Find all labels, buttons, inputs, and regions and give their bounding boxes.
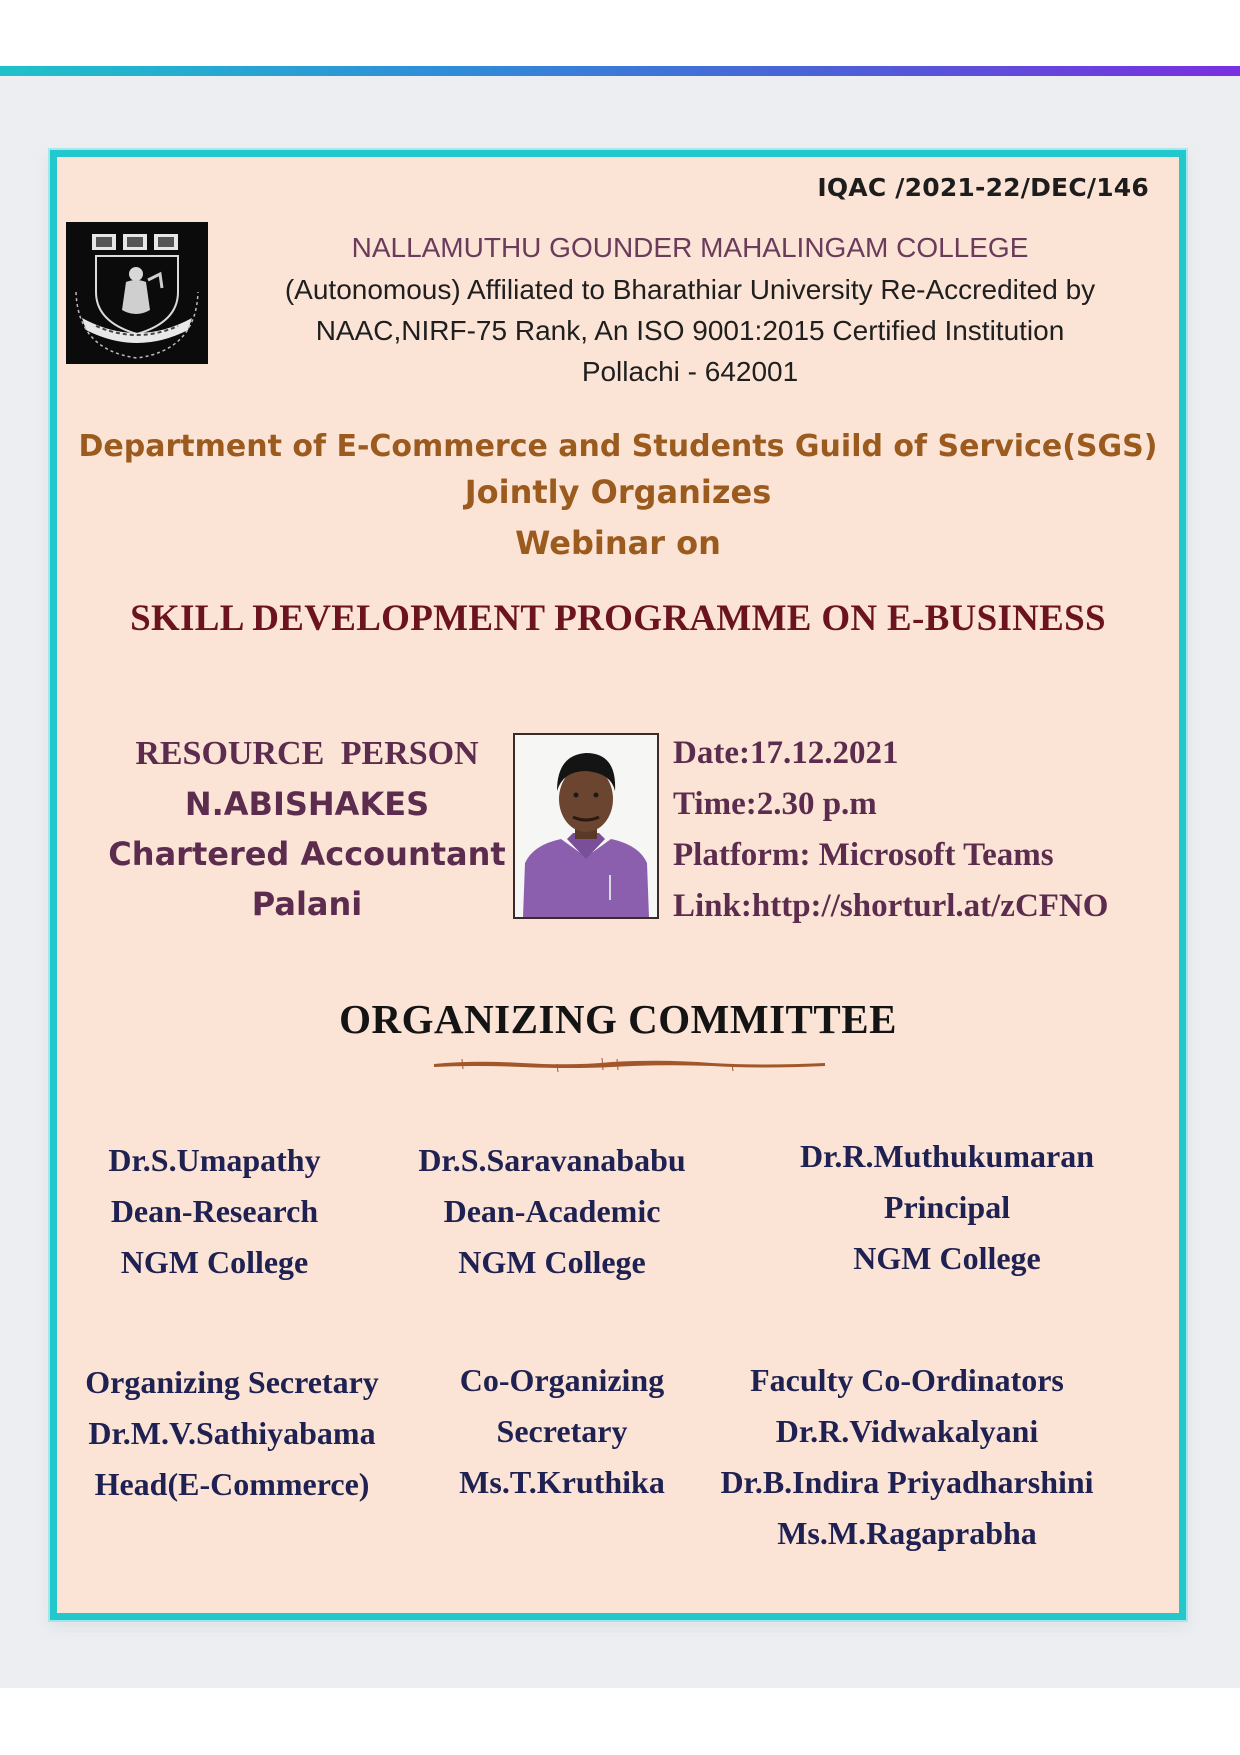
- member-name: Dr.S.Saravanababu: [418, 1142, 686, 1178]
- member-name: Dr.M.V.Sathiyabama: [88, 1415, 376, 1451]
- member-name: Ms.T.Kruthika: [459, 1464, 665, 1500]
- committee-role-label: Co-Organizing: [459, 1362, 665, 1398]
- resource-person-place: Palani: [251, 885, 363, 923]
- decorative-brush-divider: [432, 1055, 827, 1073]
- member-org: NGM College: [120, 1244, 309, 1280]
- member-role: Dean-Research: [110, 1193, 319, 1229]
- member-name: Dr.R.Muthukumaran: [800, 1138, 1094, 1174]
- member-role: Head(E-Commerce): [94, 1466, 370, 1502]
- event-title: SKILL DEVELOPMENT PROGRAMME ON E-BUSINESS: [130, 598, 1106, 639]
- event-time: Time:2.30 p.m: [673, 786, 877, 822]
- resource-person-name: N.ABISHAKES: [184, 785, 430, 823]
- organizing-secretary-block: [62, 1357, 402, 1510]
- event-link[interactable]: Link:http://shorturl.at/zCFNO: [673, 888, 1109, 924]
- speaker-photo: [513, 733, 659, 919]
- reference-number: IQAC /2021-22/DEC/146: [817, 173, 1149, 202]
- committee-role-label: Organizing Secretary: [85, 1364, 379, 1400]
- member-role: Principal: [883, 1189, 1011, 1225]
- college-location: Pollachi - 642001: [581, 356, 799, 387]
- webinar-poster: [50, 150, 1186, 1620]
- member-name: Dr.S.Umapathy: [108, 1142, 321, 1178]
- committee-member: [747, 1131, 1147, 1284]
- organizing-department: Department of E-Commerce and Students Guild of Service(SGS): [78, 429, 1158, 464]
- college-name: NALLAMUTHU GOUNDER MAHALINGAM COLLEGE: [351, 232, 1029, 263]
- event-date: Date:17.12.2021: [673, 735, 899, 771]
- committee-role-label: Secretary: [496, 1413, 628, 1449]
- top-gradient-bar: [0, 66, 1240, 76]
- resource-person-heading: RESOURCE PERSON: [135, 735, 479, 772]
- member-name: Dr.R.Vidwakalyani: [775, 1413, 1039, 1449]
- member-name: Ms.M.Ragaprabha: [777, 1515, 1037, 1551]
- faculty-coordinators-block: [697, 1355, 1117, 1559]
- jointly-organizes: Jointly Organizes: [464, 473, 772, 511]
- organizing-committee-heading: ORGANIZING COMMITTEE: [339, 996, 897, 1042]
- member-name: Dr.B.Indira Priyadharshini: [720, 1464, 1094, 1500]
- college-accreditation: NAAC,NIRF-75 Rank, An ISO 9001:2015 Certified Institution: [315, 315, 1065, 346]
- member-org: NGM College: [853, 1240, 1041, 1276]
- resource-person-designation: Chartered Accountant: [108, 835, 506, 873]
- webinar-on: Webinar on: [515, 524, 721, 562]
- college-affiliation: (Autonomous) Affiliated to Bharathiar University Re-Accredited by: [284, 274, 1096, 305]
- member-org: NGM College: [458, 1244, 646, 1280]
- committee-member: [387, 1135, 717, 1288]
- member-role: Dean-Academic: [443, 1193, 661, 1229]
- college-crest-icon: [66, 222, 208, 364]
- event-platform: Platform: Microsoft Teams: [673, 837, 1054, 873]
- committee-member: [77, 1135, 352, 1288]
- co-organizing-secretary-block: [432, 1355, 692, 1508]
- committee-role-label: Faculty Co-Ordinators: [750, 1362, 1064, 1398]
